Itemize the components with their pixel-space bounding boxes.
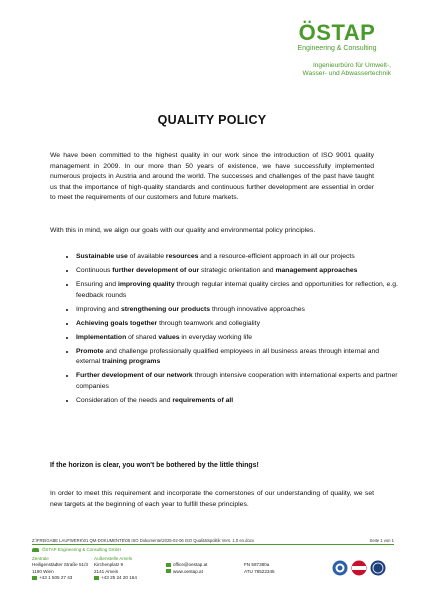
intro-paragraph: We have been committed to the highest quality in our work since the introduction of ISO 9001 quality management in 2009. In our more than 50 years of existence, we have successfully implemented numerous projects in Austria and around the world. The successes and challenges of the past have taught us that the importance of high-quality standards and continuous further development are essential in order to meet the requirements of our customers and future markets. (50, 152, 374, 202)
list-item: • Further development of our network through intensive cooperation with international experts and partner companies (76, 371, 402, 392)
policy-list (50, 252, 402, 410)
motto-line: If the horizon is clear, you won't be bothered by the little things! (50, 462, 259, 469)
footer-col-headquarters: Zentrale Heiligenstädter Straße 51/3 1190 Wien +43 1 505 27 43 (32, 556, 88, 580)
company-name: ÖSTAP Engineering & Consulting GmbH (42, 547, 122, 552)
page-number: Seite 1 von 1 (369, 538, 394, 543)
list-item: • Improving and strengthening our products through innovative approaches (76, 305, 402, 316)
list-item: • Achieving goals together through teamwork and collegiality (76, 319, 402, 330)
website-link[interactable]: www.oestap.at (173, 568, 203, 574)
list-item: • Consideration of the needs and requirements of all (76, 396, 402, 407)
list-item: • Sustainable use of available resources and a resource-efficient approach in all our projects (76, 252, 402, 263)
phone-icon (94, 576, 99, 580)
list-item: • Continuous further development of our strategic orientation and management approaches (76, 266, 402, 277)
company-logo (282, 22, 392, 52)
footer-docline (32, 538, 394, 545)
tagline-line-2: Wasser- und Abwassertechnik (302, 70, 391, 78)
email-link[interactable]: office@oestap.at (173, 562, 208, 568)
list-item: • Implementation of shared values in everyday working life (76, 333, 402, 344)
logo-text: ÖSTAP (298, 20, 376, 45)
quality-seal-icon (370, 560, 386, 576)
page-title: QUALITY POLICY (157, 113, 267, 127)
logo-wordmark (282, 22, 392, 44)
list-item: • Ensuring and improving quality through regular internal quality circles and opportunities for reflection, e.g. feedback rounds (76, 280, 402, 301)
mail-icon (166, 563, 171, 567)
align-paragraph: With this in mind, we align our goals with our quality and environmental policy principles. (50, 227, 316, 234)
footer-col-branch: Außenstelle Amels Kirchenplatz 9 2141 Ameis +43 25 24 20 164 (94, 556, 137, 580)
footer-company (32, 547, 394, 552)
globe-icon (166, 569, 171, 573)
footer-col-registry: FN 587380a ATU 78522345 (244, 562, 275, 574)
tagline-line-1: Ingenieurbüro für Umwelt-, (312, 62, 391, 69)
mini-logo-icon (32, 548, 39, 552)
phone-icon (32, 576, 37, 580)
document-path: Z:\FREIGABE LAUFWERK\01 QM-DOKUMENTE\05 ISO Dokumente\2025-02-06 ISO Qualitätspolitik Vers. 1.0 en.docx (32, 538, 255, 543)
certification-seals (332, 560, 386, 576)
logo-subtitle: Engineering & Consulting (297, 45, 377, 52)
certification-seal-icon (332, 560, 348, 576)
list-item: • Promote and challenge professionally qualified employees in all business areas through internal and external training programs (76, 347, 402, 368)
footer-col-contact (166, 556, 244, 581)
closing-paragraph: In order to meet this requirement and incorporate the cornerstones of our understanding of quality, we set new targets at the beginning of each year to fulfill these principles. (50, 490, 374, 508)
company-tagline (251, 62, 391, 78)
austria-seal-icon (351, 560, 367, 576)
